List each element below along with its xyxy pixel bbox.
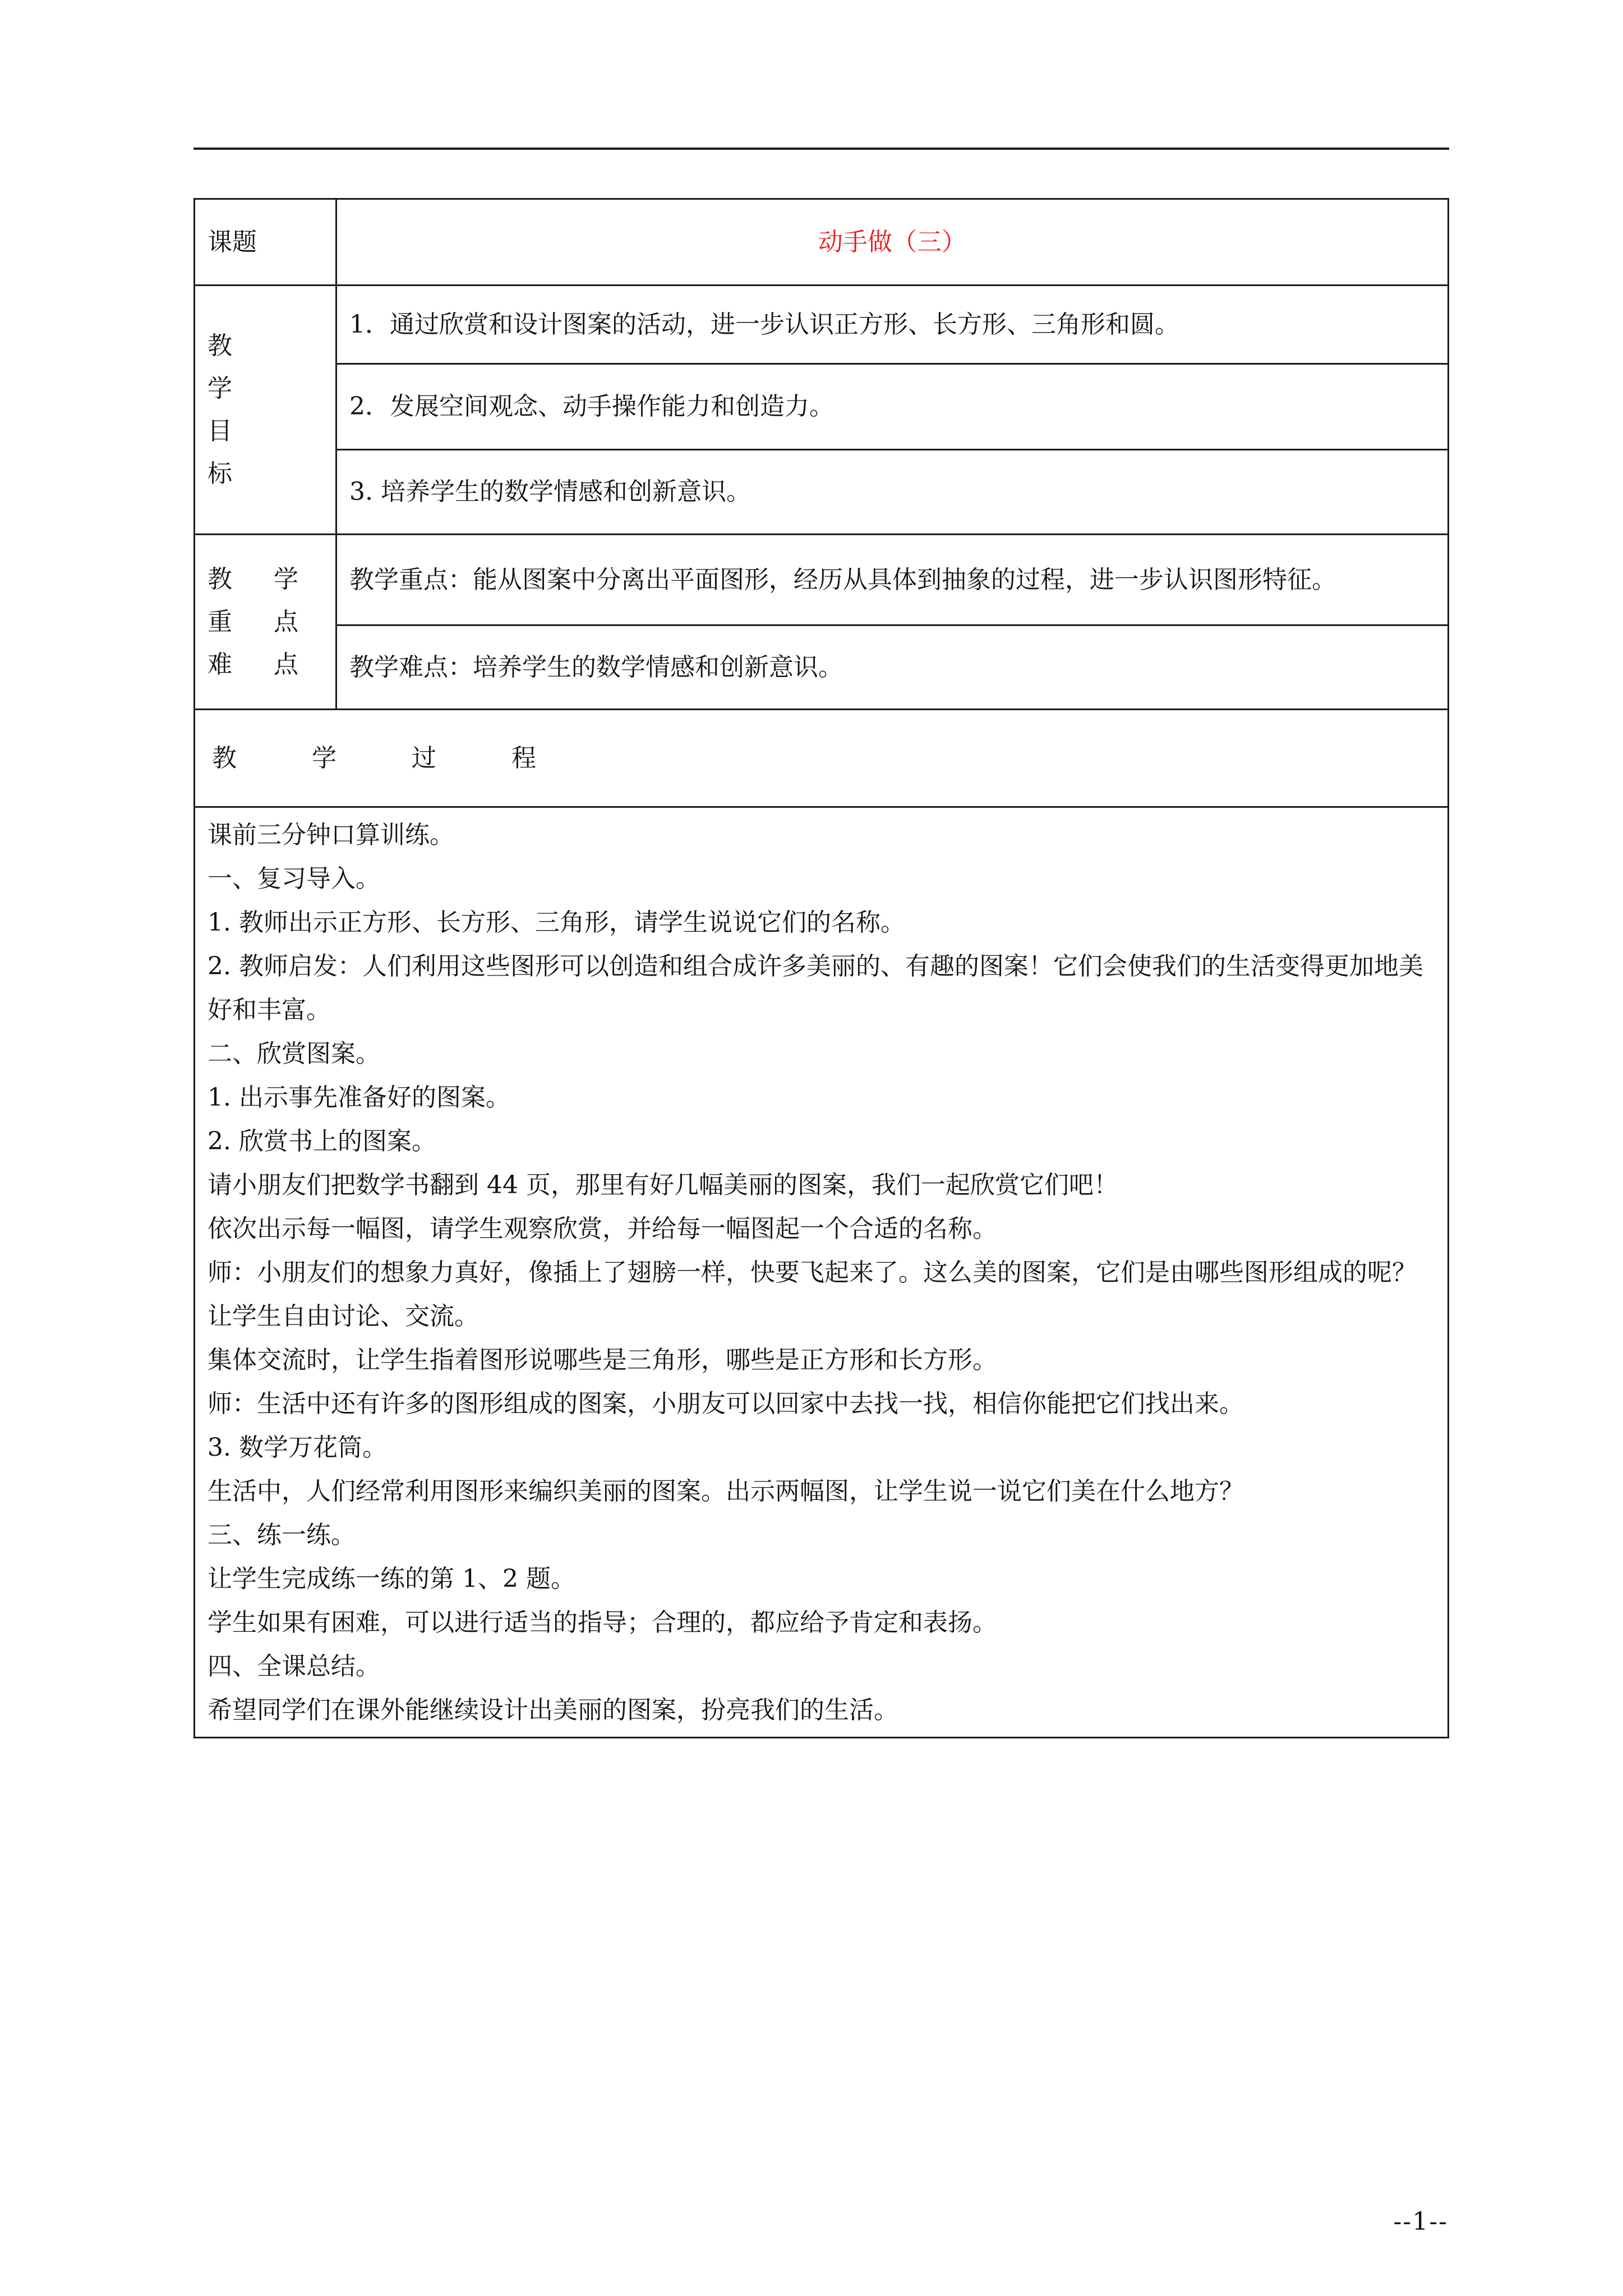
process-heading-char: 过 bbox=[412, 743, 436, 772]
process-body-row bbox=[195, 807, 1449, 1738]
key-label-line: 重 点 bbox=[208, 607, 315, 636]
process-heading bbox=[195, 710, 1449, 807]
goal-item-3: 3. 培养学生的数学情感和创新意识。 bbox=[336, 450, 1449, 535]
process-line: 课前三分钟口算训练。 bbox=[208, 821, 454, 849]
goal-row-3 bbox=[195, 450, 1449, 535]
process-line: 3. 数学万花筒。 bbox=[208, 1433, 387, 1462]
topic-row bbox=[195, 199, 1449, 286]
process-line: 希望同学们在课外能继续设计出美丽的图案，扮亮我们的生活。 bbox=[208, 1696, 898, 1724]
goals-label-char: 教 bbox=[208, 331, 232, 360]
process-heading-char: 程 bbox=[511, 743, 536, 772]
process-line: 师：生活中还有许多的图形组成的图案，小朋友可以回家中去找一找，相信你能把它们找出来。 bbox=[208, 1389, 1244, 1418]
process-line: 师：小朋友们的想象力真好，像插上了翅膀一样，快要飞起来了。这么美的图案，它们是由哪些图形组成的呢？ bbox=[208, 1258, 1417, 1287]
goals-label-char: 学 bbox=[208, 374, 232, 403]
process-line: 2. 教师启发：人们利用这些图形可以创造和组合成许多美丽的、有趣的图案！它们会使我们的生活变得更加地美好和丰富。 bbox=[208, 952, 1423, 1024]
process-line: 1. 出示事先准备好的图案。 bbox=[208, 1083, 510, 1112]
page-number: --1-- bbox=[1393, 2207, 1448, 2236]
goal-row-2 bbox=[195, 364, 1449, 450]
process-line: 请小朋友们把数学书翻到 44 页，那里有好几幅美丽的图案，我们一起欣赏它们吧！ bbox=[208, 1171, 1118, 1199]
header-rule bbox=[193, 148, 1449, 150]
process-line: 二、欣赏图案。 bbox=[208, 1039, 380, 1068]
process-body bbox=[195, 807, 1449, 1738]
key-label-line: 难 点 bbox=[208, 650, 315, 679]
key-point-row bbox=[195, 535, 1449, 625]
difficult-point-row bbox=[195, 625, 1449, 710]
process-line: 学生如果有困难，可以进行适当的指导；合理的，都应给予肯定和表扬。 bbox=[208, 1608, 997, 1637]
goals-label bbox=[195, 286, 336, 535]
process-line: 让学生完成练一练的第 1、2 题。 bbox=[208, 1565, 575, 1593]
difficult-point-text: 教学难点：培养学生的数学情感和创新意识。 bbox=[336, 625, 1449, 710]
process-heading-char: 教 bbox=[212, 743, 237, 772]
lesson-plan-table bbox=[193, 198, 1449, 1738]
key-label-line: 教 学 bbox=[208, 564, 315, 593]
process-line: 四、全课总结。 bbox=[208, 1652, 380, 1681]
process-line: 生活中，人们经常利用图形来编织美丽的图案。出示两幅图，让学生说一说它们美在什么地方？ bbox=[208, 1477, 1244, 1506]
goals-label-char: 目 bbox=[208, 416, 232, 445]
process-heading-char: 学 bbox=[312, 743, 336, 772]
process-line: 依次出示每一幅图，请学生观察欣赏，并给每一幅图起一个合适的名称。 bbox=[208, 1214, 997, 1243]
lesson-title: 动手做（三） bbox=[336, 199, 1449, 286]
process-line: 1. 教师出示正方形、长方形、三角形，请学生说说它们的名称。 bbox=[208, 908, 905, 937]
process-line: 让学生自由讨论、交流。 bbox=[208, 1302, 479, 1331]
process-header-row bbox=[195, 710, 1449, 807]
key-point-text: 教学重点：能从图案中分离出平面图形，经历从具体到抽象的过程，进一步认识图形特征。 bbox=[336, 535, 1449, 625]
process-line: 集体交流时，让学生指着图形说哪些是三角形，哪些是正方形和长方形。 bbox=[208, 1346, 997, 1374]
goal-row-1 bbox=[195, 286, 1449, 364]
topic-label: 课题 bbox=[195, 199, 336, 286]
process-line: 2. 欣赏书上的图案。 bbox=[208, 1127, 436, 1156]
process-line: 一、复习导入。 bbox=[208, 864, 380, 893]
goal-item-2: 2．发展空间观念、动手操作能力和创造力。 bbox=[336, 364, 1449, 450]
goal-item-1: 1．通过欣赏和设计图案的活动，进一步认识正方形、长方形、三角形和圆。 bbox=[336, 286, 1449, 364]
process-line: 三、练一练。 bbox=[208, 1521, 356, 1549]
goals-label-char: 标 bbox=[208, 459, 232, 488]
key-difficult-label bbox=[195, 535, 336, 710]
